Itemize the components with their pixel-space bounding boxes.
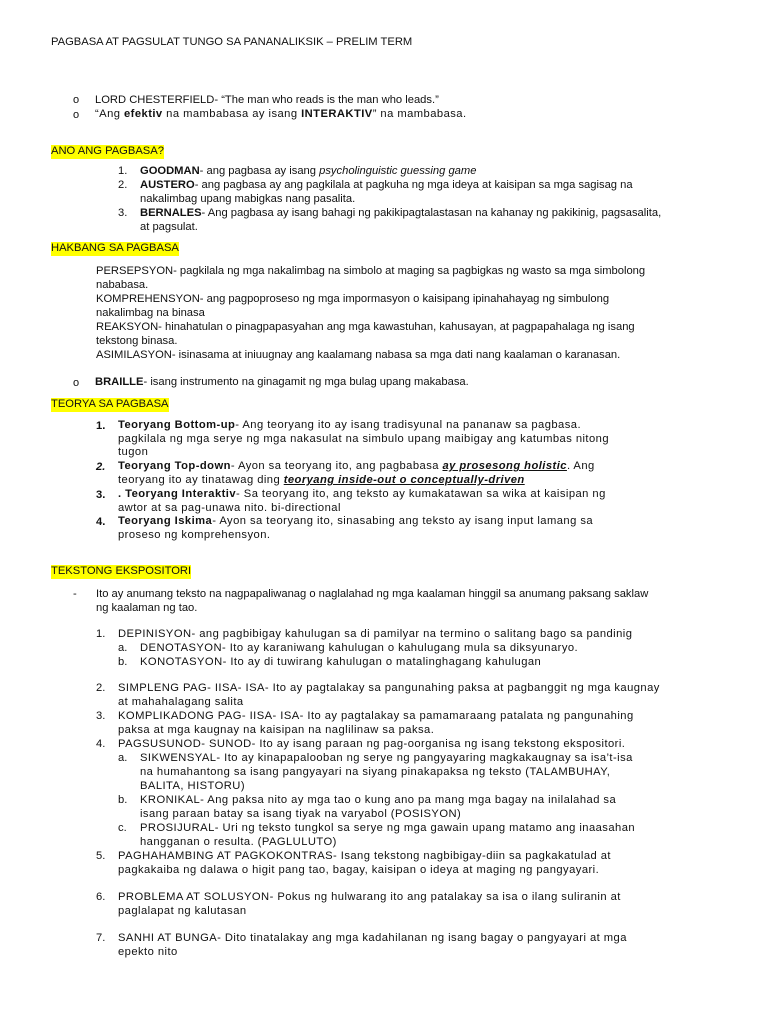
teorya-iskima-cont: proseso ng komprehensyon. xyxy=(118,529,271,541)
ekspositori-prosijural: PROSIJURAL- Uri ng teksto tungkol sa serye ng mga gawain upang matamo ang inaasahan xyxy=(140,822,636,834)
ekspositori-denotasyon: DENOTASYON- Ito ay karaniwang kahulugan o kahulugang mula sa diksyunaryo. xyxy=(140,642,579,654)
ekspositori-kronikal-cont: isang paraan batay sa isang tiyak na varyabol (POSISYON) xyxy=(140,808,462,820)
ekspositori-komplikado-cont: paksa at mga kaugnay na kaisipan na naglilinaw sa paksa. xyxy=(118,724,435,736)
hakbang-line: KOMPREHENSYON- ang pagpoproseso ng mga impormasyon o kaisipang ipinahahayag ng simbulong xyxy=(96,293,610,305)
teorya-iskima: Teoryang Iskima- Ayon sa teoryang ito, sinasabing ang teksto ay isang input lamang sa xyxy=(118,515,594,527)
ekspositori-sikwensyal-cont: na humahantong sa isang pangyayari na siyang pinakapaksa ng teksto (TALAMBUHAY, xyxy=(140,766,611,778)
list-number: 2. xyxy=(96,461,106,473)
ekspositori-sikwensyal-cont: BALITA, HISTORU) xyxy=(140,780,246,792)
list-number: 3. xyxy=(96,489,106,501)
list-letter: b. xyxy=(118,656,128,668)
hakbang-line: tekstong binasa. xyxy=(96,335,178,347)
list-number: 5. xyxy=(96,850,106,862)
ekspositori-simpleng-cont: at mahahalagang salita xyxy=(118,696,244,708)
braille-note: BRAILLE- isang instrumento na ginagamit ng mga bulag upang makabasa. xyxy=(95,376,469,388)
teorya-top-down-cont: teoryang ito ay tinatawag ding teoryang inside-out o conceptually-driven xyxy=(118,474,525,486)
list-item-bernales: BERNALES- Ang pagbasa ay isang bahagi ng pakikipagtalastasan na kahanay ng pakikinig, pagsasalita, xyxy=(140,207,662,219)
ekspositori-sikwensyal: SIKWENSYAL- Ito ay kinapapalooban ng serye ng pangyayaring magkakaugnay sa isa’t-isa xyxy=(140,752,633,764)
list-number: 1. xyxy=(96,628,106,640)
ekspositori-problema-cont: paglalapat ng kalutasan xyxy=(118,905,247,917)
list-letter: a. xyxy=(118,752,128,764)
teorya-bottom-up-cont: tugon xyxy=(118,446,149,458)
list-number: 2. xyxy=(96,682,106,694)
list-number: 4. xyxy=(96,738,106,750)
list-item-austero-cont: nakalimbag upang mabigkas nang pasalita. xyxy=(140,193,356,205)
section-title-ekspositori: TEKSTONG EKSPOSITORI xyxy=(51,565,192,577)
section-title-hakbang: HAKBANG SA PAGBASA xyxy=(51,242,179,254)
ekspositori-paghahambing: PAGHAHAMBING AT PAGKOKONTRAS- Isang tekstong nagbibigay-diin sa pagkakatulad at xyxy=(118,850,611,862)
hakbang-line: nakalimbag na binasa xyxy=(96,307,205,319)
teorya-bottom-up: Teoryang Bottom-up- Ang teoryang ito ay isang tradisyunal na pananaw sa pagbasa. xyxy=(118,419,581,431)
list-number: 7. xyxy=(96,932,106,944)
section-title-teorya: TEORYA SA PAGBASA xyxy=(51,398,169,410)
ekspositori-paghahambing-cont: pagkakaiba ng dalawa o higit pang tao, bagay, kaisipan o ideya at maging ng pangyayari. xyxy=(118,864,600,876)
bullet-marker: o xyxy=(73,377,80,389)
hakbang-line: REAKSYON- hinahatulan o pinagpapasyahan ang mga kawastuhan, kahusayan, at pagpapahalaga ng isang xyxy=(96,321,635,333)
list-item-austero: AUSTERO- ang pagbasa ay ang pagkilala at pagkuha ng mga ideya at kaisipan sa mga sagisag na xyxy=(140,179,633,191)
ekspositori-kronikal: KRONIKAL- Ang paksa nito ay mga tao o kung ano pa mang mga bagay na inilalahad sa xyxy=(140,794,617,806)
list-item-bernales-cont: at pagsulat. xyxy=(140,221,198,233)
list-number: 1. xyxy=(96,420,106,432)
ekspositori-problema: PROBLEMA AT SOLUSYON- Pokus ng hulwarang ito ang patalakay sa isa o ilang suliranin at xyxy=(118,891,621,903)
list-number: 6. xyxy=(96,891,106,903)
list-number: 4. xyxy=(96,516,106,528)
hakbang-line: PERSEPSYON- pagkilala ng mga nakalimbag na simbolo at maging sa pagbigkas ng wasto sa mga simbolong xyxy=(96,265,646,277)
ekspositori-prosijural-cont: hangganan o resulta. (PAGLULUTO) xyxy=(140,836,337,848)
list-dash: - xyxy=(73,588,77,600)
list-number: 3. xyxy=(118,207,128,219)
hakbang-line: ASIMILASYON- isinasama at iniuugnay ang kaalamang nabasa sa mga dati nang kaalaman o karanasan. xyxy=(96,349,621,361)
list-letter: a. xyxy=(118,642,128,654)
list-letter: b. xyxy=(118,794,128,806)
bullet-marker: o xyxy=(73,94,80,106)
ekspositori-konotasyon: KONOTASYON- Ito ay di tuwirang kahulugan o matalinghagang kahulugan xyxy=(140,656,542,668)
ekspositori-simpleng: SIMPLENG PAG- IISA- ISA- Ito ay pagtalakay sa pangunahing paksa at pagbanggit ng mga kaugnay xyxy=(118,682,660,694)
list-number: 1. xyxy=(118,165,128,177)
ekspositori-pagsusunod: PAGSUSUNOD- SUNOD- Ito ay isang paraan ng pag-oorganisa ng isang tekstong ekspositori. xyxy=(118,738,626,750)
section-title-ano-ang-pagbasa: ANO ANG PAGBASA? xyxy=(51,145,164,157)
teorya-interaktiv: . Teoryang Interaktiv- Sa teoryang ito, ang teksto ay kumakatawan sa wika at kaisipan ng xyxy=(118,488,606,500)
bullet-marker: o xyxy=(73,109,80,121)
list-number: 2. xyxy=(118,179,128,191)
hakbang-line: nababasa. xyxy=(96,279,149,291)
ekspositori-intro-cont: ng kaalaman ng tao. xyxy=(96,602,198,614)
quote-efektiv: “Ang efektiv na mambabasa ay isang INTERAKTIV” na mambabasa. xyxy=(95,108,467,120)
ekspositori-komplikado: KOMPLIKADONG PAG- IISA- ISA- Ito ay pagtalakay sa pamamaraang patalata ng pangunahing xyxy=(118,710,634,722)
ekspositori-sanhi: SANHI AT BUNGA- Dito tinatalakay ang mga kadahilanan ng isang bagay o pangyayari at mga xyxy=(118,932,627,944)
ekspositori-sanhi-cont: epekto nito xyxy=(118,946,178,958)
teorya-bottom-up-cont: pagkilala ng mga serye ng mga nakasulat na simbulo upang maibigay ang katumbas nitong xyxy=(118,433,610,445)
list-letter: c. xyxy=(118,822,127,834)
page-header: PAGBASA AT PAGSULAT TUNGO SA PANANALIKSIK – PRELIM TERM xyxy=(51,36,413,48)
list-item-goodman: GOODMAN- ang pagbasa ay isang psycholinguistic guessing game xyxy=(140,165,477,177)
teorya-top-down: Teoryang Top-down- Ayon sa teoryang ito, ang pagbabasa ay prosesong holistic. Ang xyxy=(118,460,595,472)
teorya-interaktiv-cont: awtor at sa pag-unawa nito. bi-directional xyxy=(118,502,341,514)
ekspositori-intro: Ito ay anumang teksto na nagpapaliwanag o naglalahad ng mga kaalaman hinggil sa anumang paksang saklaw xyxy=(96,588,649,600)
list-number: 3. xyxy=(96,710,106,722)
quote-chesterfield: LORD CHESTERFIELD- “The man who reads is the man who leads.” xyxy=(95,94,439,106)
ekspositori-depinisyon: DEPINISYON- ang pagbibigay kahulugan sa di pamilyar na termino o salitang bago sa pandinig xyxy=(118,628,633,640)
